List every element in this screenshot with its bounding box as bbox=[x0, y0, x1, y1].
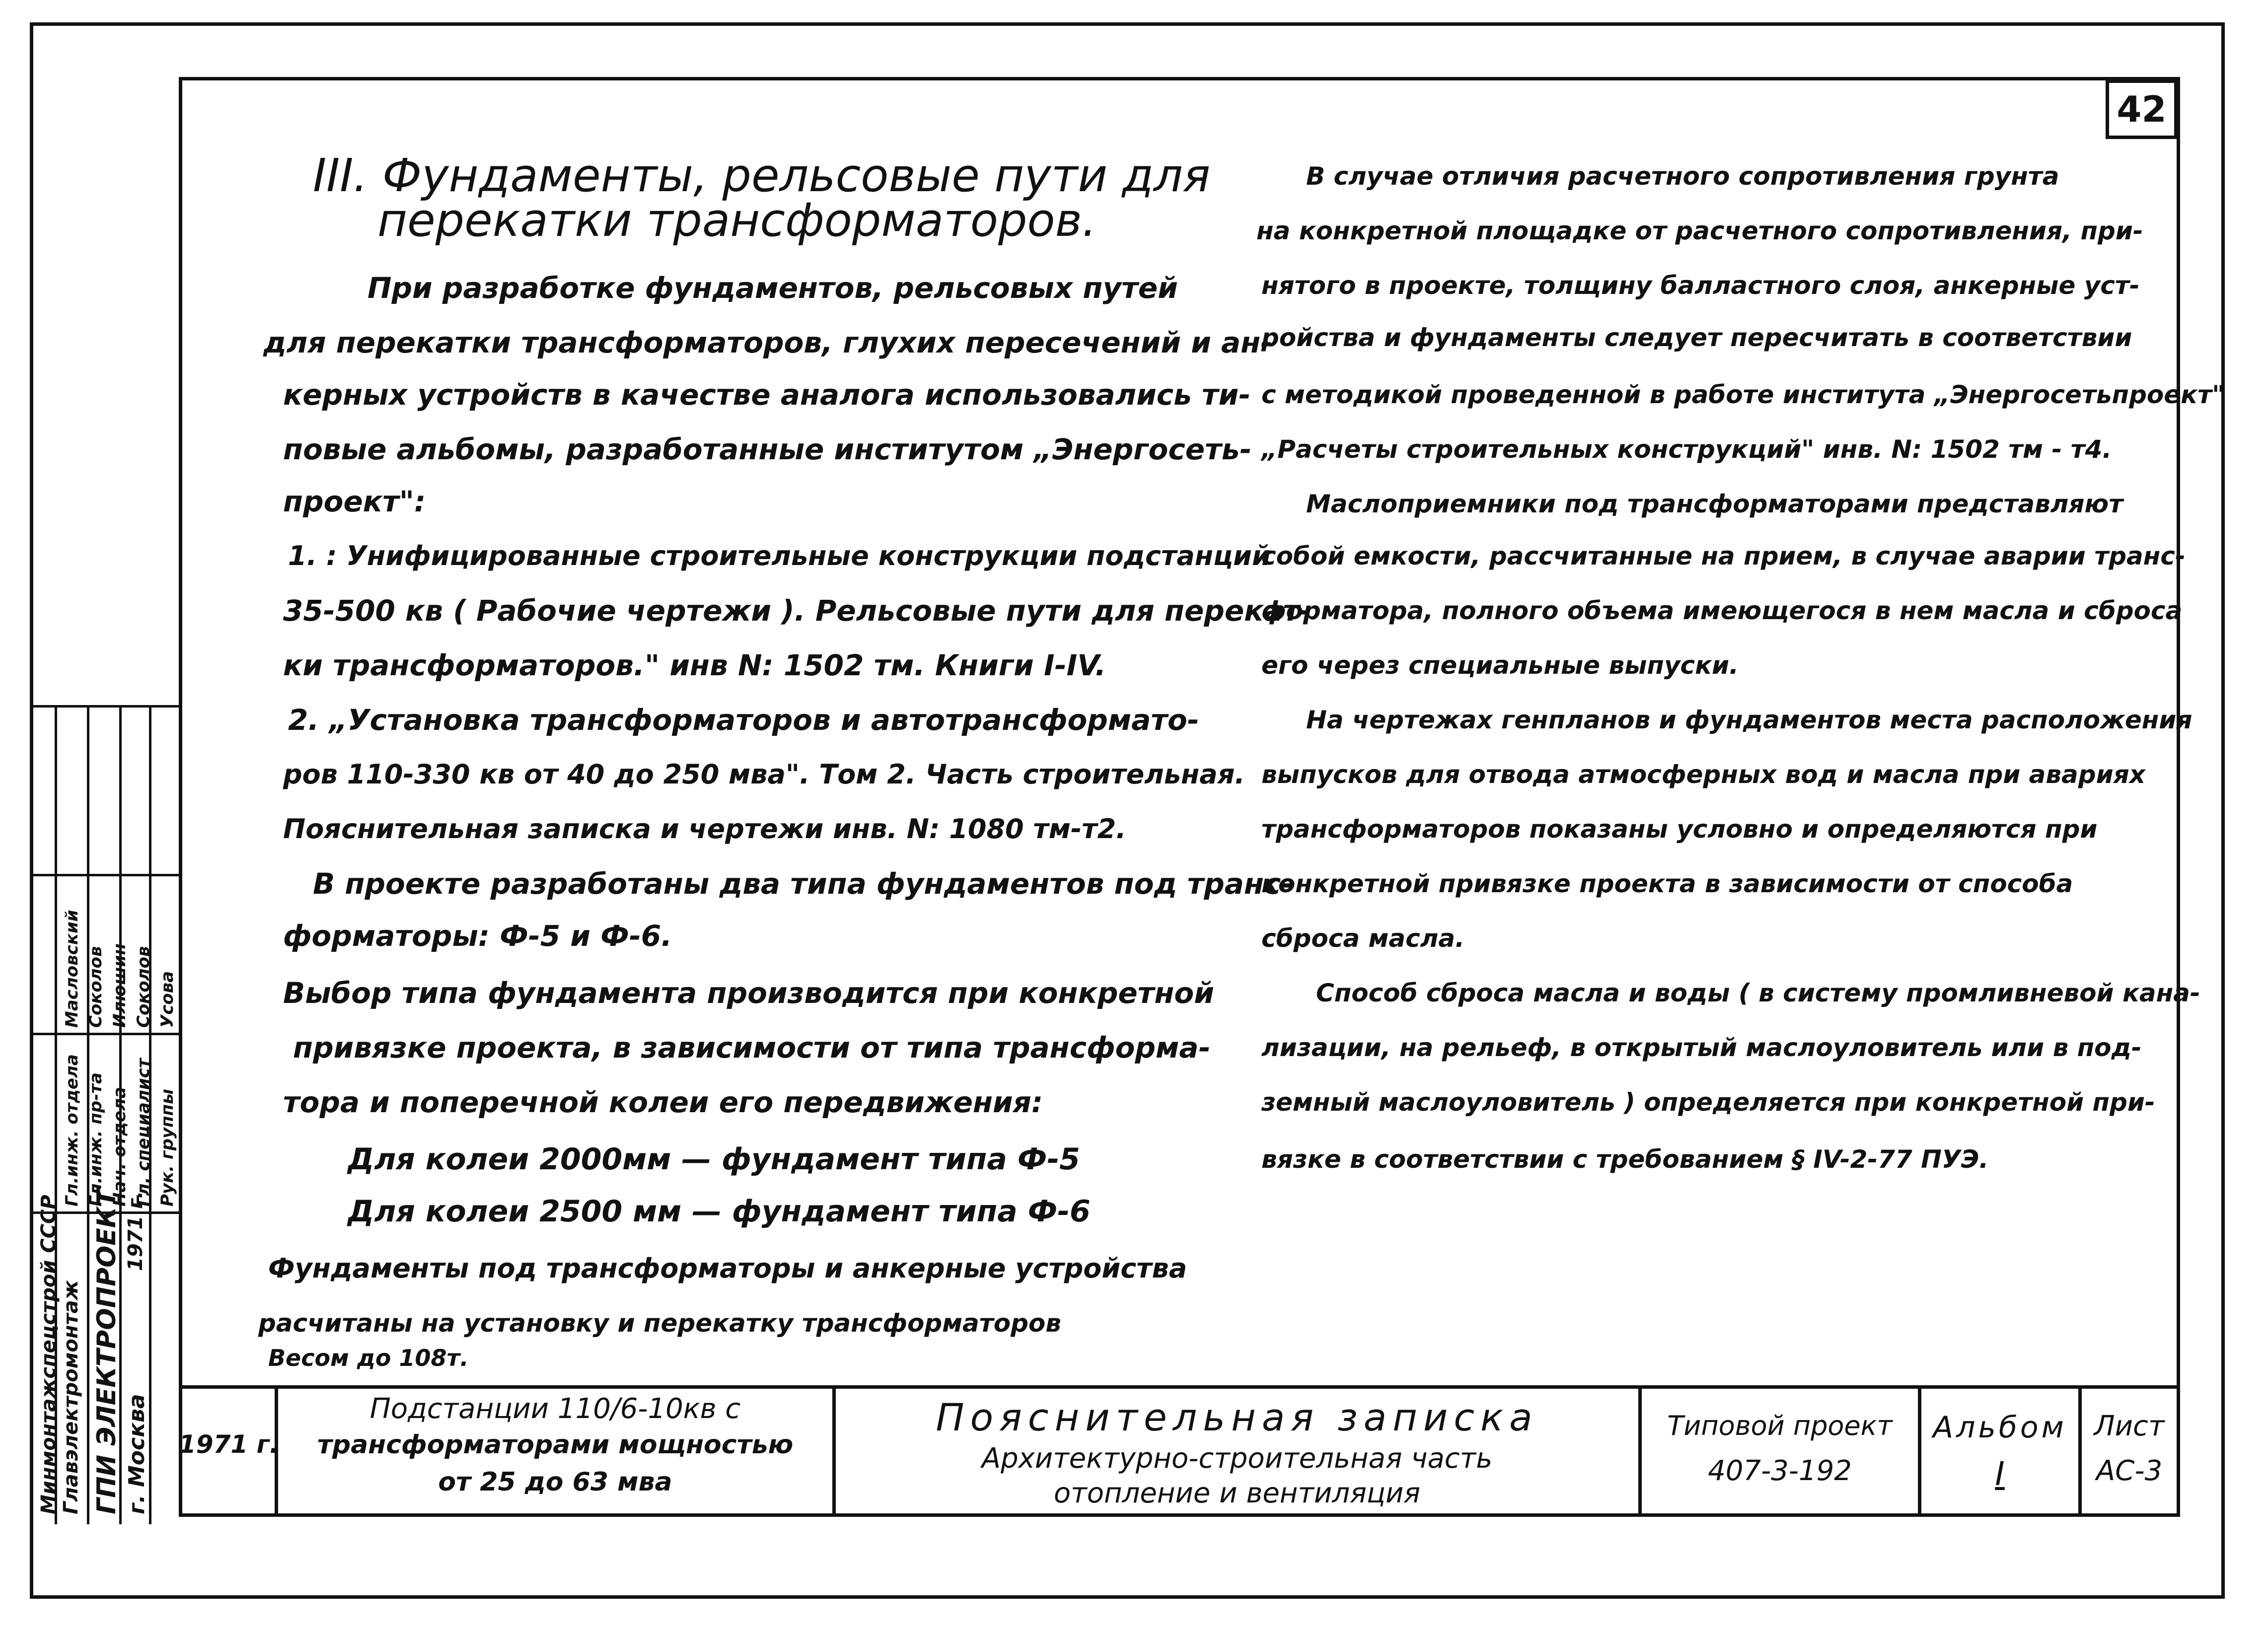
right-column-line: трансформаторов показаны условно и определяются при bbox=[1261, 815, 2098, 844]
tb-typical-project-label: Типовой проект bbox=[1667, 1410, 1893, 1441]
section-title-line2: перекатки трансформаторов. bbox=[377, 194, 1097, 247]
left-column-line: Для колеи 2000мм — фундамент типа Ф-5 bbox=[348, 1142, 1080, 1177]
right-column-line: с методикой проведенной в работе института „Энергосетьпроект" bbox=[1261, 380, 2225, 409]
left-column-line: привязке проекта, в зависимости от типа трансформа- bbox=[293, 1031, 1211, 1065]
tb-doc-subtitle-2: отопление и вентиляция bbox=[1053, 1477, 1421, 1509]
right-column-line: нятого в проекте, толщину балластного слоя, анкерные уст- bbox=[1261, 271, 2140, 300]
left-column-line: В проекте разработаны два типа фундаментов под транс- bbox=[313, 867, 1293, 901]
tb-sheet-num: АС-3 bbox=[2096, 1455, 2163, 1487]
left-column-line: Фундаменты под трансформаторы и анкерные устройства bbox=[268, 1253, 1187, 1284]
right-column-line: вязке в соответствии с требованием § IV-2-77 ПУЭ. bbox=[1261, 1145, 1989, 1174]
stamp-org3: ГПИ ЭЛЕКТРОПРОЕКТ bbox=[92, 1189, 122, 1514]
left-column-line: ров 110-330 кв от 40 до 250 мва". Том 2. Часть строительная. bbox=[283, 759, 1245, 790]
right-column-line: земный маслоуловитель ) определяется при конкретной при- bbox=[1261, 1088, 2155, 1117]
section-title-line1: III. Фундаменты, рельсовые пути для bbox=[313, 149, 1211, 202]
left-column-line: Для колеи 2500 мм — фундамент типа Ф-6 bbox=[348, 1194, 1091, 1229]
stamp-city: г. Москва bbox=[124, 1394, 149, 1514]
left-column-line: керных устройств в качестве аналога использовались ти- bbox=[283, 378, 1251, 412]
stamp-name: Илюшин bbox=[110, 943, 130, 1028]
right-column-line: В случае отличия расчетного сопротивления грунта bbox=[1306, 162, 2059, 191]
stamp-name: Соколов bbox=[134, 946, 153, 1028]
stamp-name: Соколов bbox=[86, 946, 106, 1028]
right-column-line: лизации, на рельеф, в открытый маслоуловитель или в под- bbox=[1261, 1033, 2142, 1062]
left-column-line: Выбор типа фундамента производится при конкретной bbox=[283, 976, 1214, 1010]
tb-year: 1971 г. bbox=[179, 1430, 279, 1459]
stamp-role: Гл.инж. отдела bbox=[62, 1054, 82, 1207]
right-column-line: сброса масла. bbox=[1261, 924, 1465, 953]
left-column-line: повые альбомы, разработанные институтом „Энергосеть- bbox=[283, 432, 1252, 466]
stamp-role: Гл.инж. пр-та bbox=[86, 1072, 106, 1207]
stamp-year: 1971 г. bbox=[124, 1191, 147, 1271]
stamp-org1: Минмонтажспецстрой СССР bbox=[37, 1195, 60, 1514]
tb-project-desc-2: трансформаторами мощностью bbox=[317, 1430, 794, 1460]
right-column-line: На чертежах генпланов и фундаментов места расположения bbox=[1306, 706, 2193, 734]
tb-project-desc-3: от 25 до 63 мва bbox=[438, 1467, 672, 1497]
sheet-number: 42 bbox=[2106, 79, 2178, 139]
right-column-line: собой емкости, рассчитанные на прием, в случае аварии транс- bbox=[1261, 542, 2186, 570]
right-column-line: Маслоприемники под трансформаторами представляют bbox=[1306, 490, 2123, 518]
tb-album-num: I bbox=[1995, 1455, 2005, 1493]
left-column-line: 2. „Установка трансформаторов и автотрансформато- bbox=[288, 703, 1199, 737]
left-column-line: тора и поперечной колеи его передвижения: bbox=[283, 1085, 1043, 1119]
right-column-line: конкретной привязке проекта в зависимости от способа bbox=[1261, 869, 2073, 898]
tb-doc-title: Пояснительная записка bbox=[936, 1395, 1538, 1439]
tb-album-label: Альбом bbox=[1933, 1410, 2067, 1445]
left-column-line: форматоры: Ф-5 и Ф-6. bbox=[283, 919, 672, 953]
left-column-line: расчитаны на установку и перекатку трансформаторов bbox=[258, 1309, 1061, 1338]
stamp-name: Усова bbox=[157, 971, 177, 1028]
left-column-line: 35-500 кв ( Рабочие чертежи ). Рельсовые пути для перекат- bbox=[283, 594, 1312, 628]
stamp-role: Нач. отдела bbox=[110, 1087, 130, 1207]
right-column-line: форматора, полного объема имеющегося в нем масла и сброса bbox=[1261, 596, 2183, 625]
left-column-line: проект": bbox=[283, 485, 426, 518]
stamp-role: Рук. группы bbox=[157, 1089, 177, 1207]
right-column-line: „Расчеты строительных конструкций" инв. N: 1502 тм - т4. bbox=[1261, 435, 2112, 464]
stamp-org2: Главэлектромонтаж bbox=[60, 1280, 82, 1514]
left-column-line: Пояснительная записка и чертежи инв. N: 1080 тм-т2. bbox=[283, 813, 1126, 845]
tb-sheet-label: Лист bbox=[2094, 1410, 2165, 1442]
stamp-name: Масловский bbox=[62, 910, 82, 1028]
tb-doc-subtitle-1: Архитектурно-строительная часть bbox=[981, 1442, 1493, 1475]
right-column-line: на конкретной площадке от расчетного сопротивления, при- bbox=[1256, 216, 2143, 245]
left-column-line: ки трансформаторов." инв N: 1502 тм. Книги I-IV. bbox=[283, 648, 1106, 682]
right-column-line: выпусков для отвода атмосферных вод и масла при авариях bbox=[1261, 760, 2145, 789]
right-column-line: Способ сброса масла и воды ( в систему промливневой кана- bbox=[1316, 979, 2200, 1007]
stamp-role: Гл. специалист bbox=[134, 1058, 153, 1207]
tb-project-desc-1: Подстанции 110/6-10кв с bbox=[369, 1393, 741, 1425]
left-column-line: При разработке фундаментов, рельсовых путей bbox=[367, 271, 1178, 305]
tb-typical-project-num: 407-3-192 bbox=[1708, 1455, 1852, 1487]
left-column-line: Весом до 108т. bbox=[268, 1345, 469, 1371]
right-column-line: ройства и фундаменты следует пересчитать в соответствии bbox=[1261, 323, 2132, 352]
right-column-line: его через специальные выпуски. bbox=[1261, 651, 1739, 680]
left-column-line: 1. : Унифицированные строительные конструкции подстанций bbox=[288, 540, 1271, 571]
left-column-line: для перекатки трансформаторов, глухих пересечений и ан- bbox=[263, 326, 1273, 359]
